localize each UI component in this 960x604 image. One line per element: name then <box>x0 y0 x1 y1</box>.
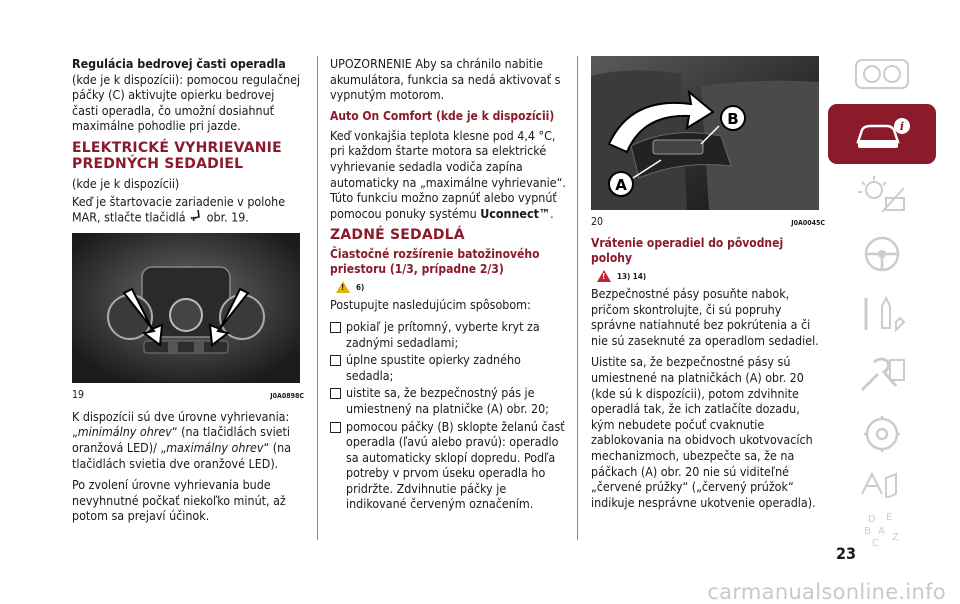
watermark: carmanualsonline.info <box>707 580 946 604</box>
warning-ref <box>336 281 570 293</box>
figure-20 <box>591 56 825 228</box>
list-item <box>330 385 570 418</box>
lumbar-lead: Regulácia bedrovej časti operadla <box>72 56 286 71</box>
tab-warning-lights[interactable] <box>828 164 936 224</box>
technical-data-icon <box>852 412 912 456</box>
rear-seats-heading: ZADNÉ SEDADLÁ <box>330 227 465 244</box>
figure-19 <box>72 233 304 401</box>
belts-paragraph: Bezpečnostné pásy posuňte nabok, pričom skontrolujte, či sú popruhy správne natiahnuté bez pokrútenia a či nie sú zaseknuté za operadlom sedadiel. <box>591 286 819 348</box>
return-backrest-heading: Vrátenie operadiel do pôvodnej polohy <box>591 236 784 265</box>
list-item <box>330 319 570 352</box>
label-a: A <box>615 176 627 194</box>
heated-seats-instruction <box>72 194 304 227</box>
heated-seat-buttons-photo <box>72 233 300 383</box>
tab-dashboard[interactable] <box>828 44 936 104</box>
heated-seats-heading: ELEKTRICKÉ VYHRIEVANIE PREDNÝCH SEDADIEL <box>72 139 282 172</box>
svg-text:C: C <box>872 538 879 549</box>
checkbox-bullet-icon <box>330 388 341 399</box>
lumbar-text: (kde je k dispozícii): pomocou regulačnej páčky (C) aktivujte opierku bedrovej časti operadla, čo umožní dosiahnuť maximálne pohodlie pri jazde. <box>72 71 301 134</box>
column-left <box>72 56 304 530</box>
maintenance-icon <box>852 352 912 396</box>
raise-backrest-paragraph: Uistite sa, že bezpečnostné pásy sú umiestnené na platničkách (A) obr. 20 (kde sú k dispozícii), potom zdvihnite operadlá tak, že ich zatlačíte dozadu, kým nebudete počuť cvaknutie zablokovania na obidvoch ukotvovacích mechanizmoch, ubezpečte sa, že na páčkach (A) obr. 20 nie sú viditeľné „červené prúžky“ („červený prúžok“ indikuje nesprávne ukotvenie operadla). <box>591 354 816 510</box>
svg-text:E: E <box>886 512 893 523</box>
auto-text: Keď vonkajšia teplota klesne pod 4,4 °C, pri každom štarte motora sa elektrické vyhrievanie sedadla vodiča zapína automaticky na „maximálne vyhrievanie“. Túto funkciu možno zapnúť alebo vypnúť pomocou ponuky systému <box>330 127 566 221</box>
svg-text:i: i <box>899 120 905 133</box>
list-item-text: pomocou páčky (B) sklopte želanú časť operadla (ľavú alebo pravú): operadlo sa automaticky sklopí dopredu. Podľa potreby v prvom úseku operadla ho pridržte. Zdvihnutie páčky je indikované červeným označením. <box>346 418 565 512</box>
instruction-text: Keď je štartovacie zariadenie v polohe MAR, stlačte tlačidlá <box>72 193 286 225</box>
instruction-figref: obr. 19. <box>203 209 249 225</box>
tab-car-info[interactable] <box>828 104 936 164</box>
lumbar-paragraph <box>72 56 304 134</box>
emergency-icon <box>852 292 912 336</box>
tab-maintenance[interactable] <box>828 344 936 404</box>
starting-driving-icon <box>852 232 912 276</box>
svg-text:D: D <box>868 514 876 525</box>
svg-text:A: A <box>878 526 885 537</box>
seat-heater-icon <box>189 209 203 227</box>
checkbox-bullet-icon <box>330 422 341 433</box>
figure-number: 19 <box>72 388 85 401</box>
figure-code: J0A0898C <box>270 391 304 400</box>
list-item-text: úplne spustite opierky zadného sedadla; <box>346 352 521 383</box>
rear-seat-lever-photo <box>591 56 819 210</box>
tab-emergency[interactable] <box>828 284 936 344</box>
column-divider <box>317 56 318 540</box>
svg-text:Z: Z <box>892 532 899 543</box>
page-number: 23 <box>836 544 857 563</box>
procedure-intro: Postupujte nasledujúcim spôsobom: <box>330 297 531 313</box>
waiting-paragraph: Po zvolení úrovne vyhrievania bude nevyhnutné počkať niekoľko minút, až potom sa prejaví účinok. <box>72 477 286 524</box>
svg-text:B: B <box>864 526 871 537</box>
auto-on-comfort-heading: Auto On Comfort (kde je k dispozícii) <box>330 108 555 123</box>
figure-code: J0A0045C <box>791 219 825 227</box>
levels-min: minimálny ohrev <box>77 424 172 440</box>
warning-lights-icon <box>852 172 912 216</box>
checkbox-bullet-icon <box>330 322 341 333</box>
figure-number: 20 <box>591 216 604 228</box>
checkbox-bullet-icon <box>330 355 341 366</box>
column-middle <box>330 56 570 514</box>
car-info-icon <box>852 112 912 156</box>
warning-ref <box>597 270 825 282</box>
levels-max: maximálny ohrev <box>166 439 264 455</box>
warning-triangle-icon <box>597 270 611 282</box>
list-item <box>330 352 570 385</box>
levels-text-b: “ (na tlačidlách svieti oranžová LED)/ „ <box>72 424 291 455</box>
battery-notice: UPOZORNENIE Aby sa chránilo nabitie akumulátora, funkcia sa nedá aktivovať s vypnutým motorom. <box>330 56 561 103</box>
index-icon <box>852 506 912 550</box>
list-item <box>330 419 570 515</box>
column-right <box>591 56 825 516</box>
column-divider <box>577 56 578 540</box>
warning-ref-number: 13) 14) <box>617 271 647 281</box>
partial-extension-heading: Čiastočné rozšírenie batožinového priestoru (1/3, prípadne 2/3) <box>330 247 540 277</box>
levels-text-a: K dispozícii sú dve úrovne vyhrievania: „ <box>72 408 290 440</box>
dashboard-icon <box>852 52 912 96</box>
levels-text-c: “ (na tlačidlách svietia dve oranžové LED). <box>72 439 292 471</box>
tab-starting-driving[interactable] <box>828 224 936 284</box>
warning-triangle-icon <box>336 281 350 293</box>
heating-levels-paragraph <box>72 409 304 471</box>
warning-ref-number: 6) <box>356 282 365 292</box>
availability-note: (kde je k dispozícii) <box>72 175 180 191</box>
auto-text-end: . <box>550 205 554 221</box>
list-item-text: pokiaľ je prítomný, vyberte kryt za zadnými sedadlami; <box>346 318 540 350</box>
label-b: B <box>727 110 739 128</box>
auto-on-comfort-paragraph <box>330 128 570 222</box>
tab-technical-data[interactable] <box>828 404 936 464</box>
list-item-text: uistite sa, že bezpečnostný pás je umiestnený na platničke (A) obr. 20; <box>346 385 549 416</box>
uconnect-brand: Uconnect™ <box>480 205 551 221</box>
